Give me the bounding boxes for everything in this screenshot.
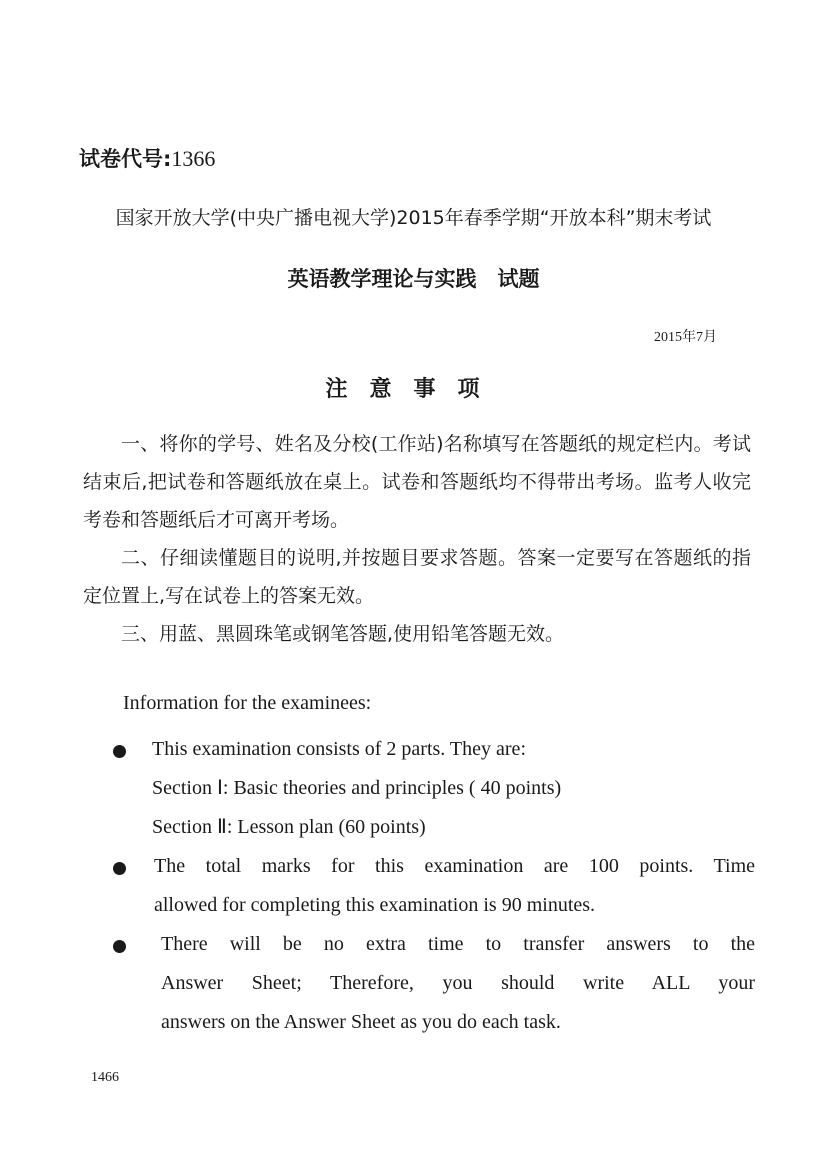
bullet-text: This examination consists of 2 parts. They are: — [152, 738, 526, 760]
info-heading: Information for the examinees: — [123, 692, 372, 714]
notice-heading: 注意事项 — [325, 377, 502, 402]
paper-code — [79, 143, 215, 173]
paper-code-number: 1366 — [171, 146, 216, 171]
notice-list — [83, 425, 751, 653]
bullet-text: There will be no extra time to transfer answers to the — [161, 933, 755, 955]
section-one-text: Section Ⅰ: Basic theories and principles ( 40 points) — [152, 777, 562, 799]
notice-item: 二、仔细读懂题目的说明,并按题目要求答题。答案一定要写在答题纸的指定位置上,写在试卷上的答案无效。 — [83, 547, 751, 607]
notice-item: 一、将你的学号、姓名及分校(工作站)名称填写在答题纸的规定栏内。考试结束后,把试卷和答题纸放在桌上。试卷和答题纸均不得带出考场。监考人收完考卷和答题纸后才可离开考场。 — [83, 433, 751, 531]
bullet-text: The total marks for this examination are 100 points. Time — [154, 855, 755, 877]
bullet-text: Answer Sheet; Therefore, you should write ALL your — [161, 972, 755, 994]
info-bullet-item — [110, 925, 755, 1042]
info-bullet-list — [110, 730, 755, 1042]
exam-subtitle: 国家开放大学(中央广播电视大学)2015年春季学期“开放本科”期末考试 — [115, 207, 712, 229]
page-number: 1466 — [91, 1070, 119, 1085]
bullet-dot-icon — [113, 745, 126, 758]
bullet-text: allowed for completing this examination is 90 minutes. — [154, 894, 596, 916]
exam-title: 英语教学理论与实践 试题 — [287, 267, 540, 291]
exam-date: 2015年7月 — [654, 330, 717, 345]
bullet-text: answers on the Answer Sheet as you do each task. — [161, 1011, 561, 1033]
bullet-dot-icon — [113, 862, 126, 875]
section-two-text: Section Ⅱ: Lesson plan (60 points) — [152, 816, 426, 838]
paper-code-label: 试卷代号: — [79, 147, 172, 171]
info-bullet-item — [110, 730, 755, 847]
notice-item: 三、用蓝、黑圆珠笔或钢笔答题,使用铅笔答题无效。 — [121, 623, 565, 645]
info-bullet-item — [110, 847, 755, 925]
bullet-dot-icon — [113, 940, 126, 953]
